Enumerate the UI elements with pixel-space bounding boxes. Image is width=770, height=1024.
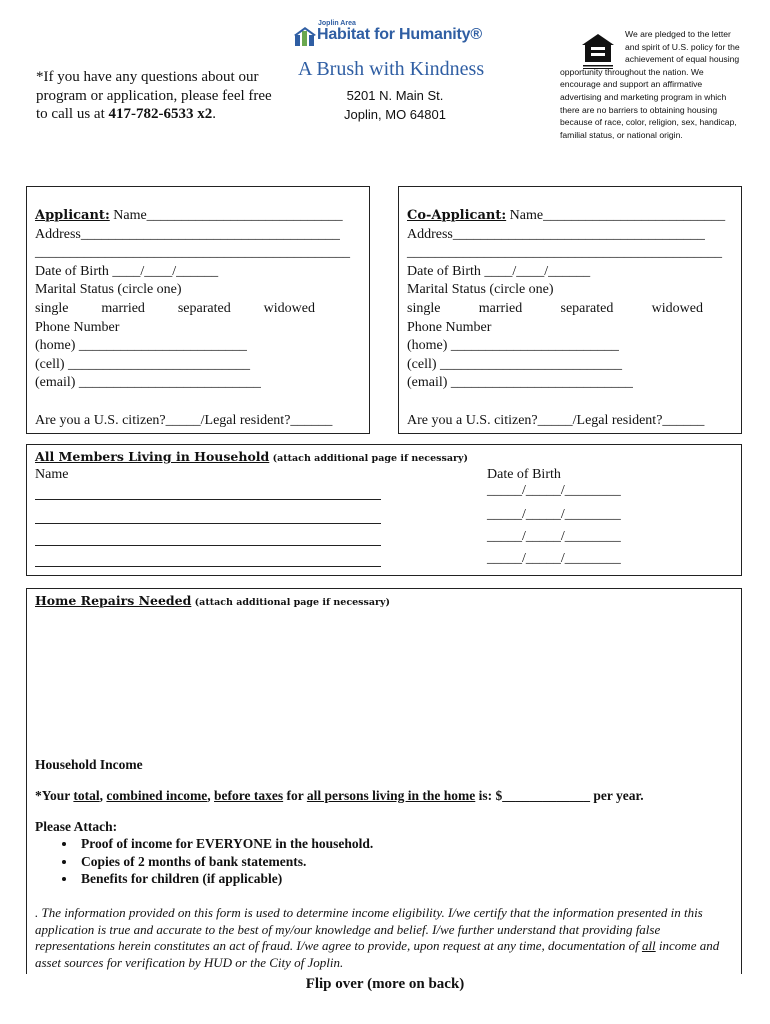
member-name-line[interactable]	[35, 523, 381, 524]
income-heading: Household Income	[35, 757, 143, 772]
income-q-for: for	[283, 788, 307, 803]
coapplicant-citizen-field[interactable]: Are you a U.S. citizen?_____/Legal resident?______	[407, 412, 705, 428]
applicant-address-field[interactable]: Address_____________________________________	[35, 226, 340, 242]
policy-text-indented: We are pledged to the letter and spirit of U.S. policy for the achievement of equal housing	[625, 29, 740, 65]
policy-text: opportunity throughout the nation. We encourage and support an affirmative advertising and marketing program in which there are no barriers to obtaining housing because of race, color, religion, sex, handicap, familial status, or national origin.	[560, 66, 737, 140]
contact-note	[36, 68, 276, 124]
certification-statement	[35, 905, 735, 971]
coapplicant-option-widowed[interactable]: widowed	[651, 300, 703, 316]
coapplicant-option-married[interactable]: married	[478, 300, 523, 316]
applicant-heading: Applicant:	[35, 208, 110, 223]
address-line-1: 5201 N. Main St.	[346, 88, 444, 103]
coapplicant-dob-field[interactable]: Date of Birth ____/____/______	[407, 263, 591, 279]
logo-subtitle: Joplin Area	[318, 20, 356, 27]
coapplicant-heading: Co-Applicant:	[407, 208, 507, 223]
coapplicant-cell-phone-field[interactable]: (cell) __________________________	[407, 356, 623, 372]
income-amount-field[interactable]: is: $_____________ per year.	[475, 788, 644, 803]
members-title-text: All Members Living in Household	[35, 449, 270, 464]
contact-phone: 417-782-6533 x2	[108, 106, 213, 122]
applicant-name-field[interactable]: Name____________________________	[109, 208, 343, 223]
coapplicant-section	[398, 186, 742, 434]
member-dob-field[interactable]: _____/_____/________	[487, 551, 621, 566]
applicant-home-phone-field[interactable]: (home) ________________________	[35, 338, 247, 354]
applicant-option-married[interactable]: married	[101, 300, 145, 316]
income-q-persons: all persons living in the home	[306, 788, 476, 803]
equal-housing-policy	[560, 28, 742, 141]
applicant-option-separated[interactable]: separated	[177, 300, 231, 316]
applicant-citizen-field[interactable]: Are you a U.S. citizen?_____/Legal resident?______	[35, 412, 333, 428]
repairs-title-text: Home Repairs Needed	[35, 593, 192, 608]
certification-all: all	[641, 938, 656, 953]
coapplicant-phone-label: Phone Number	[407, 319, 492, 335]
income-q-total: total	[73, 788, 100, 803]
applicant-option-widowed[interactable]: widowed	[263, 300, 315, 316]
income-q-combined: combined income	[106, 788, 208, 803]
habitat-logo-icon	[294, 26, 316, 46]
income-question	[35, 788, 735, 804]
flip-over-note: Flip over (more on back)	[305, 976, 465, 992]
attach-item: • Proof of income for EVERYONE in the household.	[77, 835, 735, 853]
repairs-title	[35, 593, 390, 608]
members-title-note: (attach additional page if necessary)	[269, 453, 468, 464]
attach-item: • Copies of 2 months of bank statements.	[77, 853, 735, 871]
applicant-address-line-2[interactable]: _____________________________________________	[35, 245, 350, 261]
members-dob-header: Date of Birth	[487, 467, 561, 482]
income-q-sep: ,	[99, 788, 107, 803]
member-name-line[interactable]	[35, 545, 381, 546]
income-q-before-taxes: before taxes	[214, 788, 284, 803]
coapplicant-marital-options	[407, 300, 703, 319]
members-title	[35, 449, 468, 464]
applicant-dob-field[interactable]: Date of Birth ____/____/______	[35, 263, 219, 279]
coapplicant-option-single[interactable]: single	[407, 300, 441, 316]
coapplicant-address-line-2[interactable]: _____________________________________________	[407, 245, 722, 261]
coapplicant-marital-label: Marital Status (circle one)	[407, 282, 554, 298]
contact-note-text: *If you have any questions about our program or application, please feel free to call us at	[36, 69, 272, 122]
home-repairs-section	[26, 588, 742, 974]
coapplicant-address-field[interactable]: Address____________________________________	[407, 226, 705, 242]
coapplicant-home-phone-field[interactable]: (home) ________________________	[407, 338, 619, 354]
attach-heading: Please Attach:	[35, 819, 118, 834]
member-dob-field[interactable]: _____/_____/________	[487, 483, 621, 498]
coapplicant-name-field[interactable]: Name__________________________	[506, 208, 726, 223]
applicant-option-single[interactable]: single	[35, 300, 69, 316]
logo-name: Habitat for Humanity®	[317, 26, 482, 43]
member-name-line[interactable]	[35, 499, 381, 500]
household-members-section	[26, 444, 742, 576]
applicant-email-field[interactable]: (email) __________________________	[35, 375, 261, 391]
household-income	[35, 757, 735, 888]
coapplicant-option-separated[interactable]: separated	[560, 300, 614, 316]
repairs-title-note: (attach additional page if necessary)	[191, 597, 391, 608]
member-dob-field[interactable]: _____/_____/________	[487, 529, 621, 544]
applicant-section	[26, 186, 370, 434]
repairs-description-area[interactable]	[35, 615, 735, 751]
org-address	[325, 86, 465, 124]
certification-text: . The information provided on this form is used to determine income eligibility. I/we certify that the information presented in this application is true and accurate to the best of my/our knowledge and belief. I/we further understand that providing false representations herein constitutes an act of fraud. I/we agree to provide, upon request at any time, documentation of	[35, 905, 703, 953]
applicant-phone-label: Phone Number	[35, 319, 120, 335]
certification-text-end: income and asset sources for verification by HUD or the City of Joplin.	[35, 938, 720, 970]
applicant-cell-phone-field[interactable]: (cell) __________________________	[35, 356, 251, 372]
income-q-prefix: *Your	[35, 788, 74, 803]
applicant-marital-label: Marital Status (circle one)	[35, 282, 182, 298]
attach-list	[77, 835, 735, 888]
address-line-2: Joplin, MO 64801	[344, 107, 446, 122]
income-q-sep: ,	[207, 788, 215, 803]
members-name-header: Name	[35, 467, 69, 482]
contact-note-end: .	[212, 106, 216, 122]
applicant-marital-options	[35, 300, 315, 319]
tagline: A Brush with Kindness	[298, 58, 485, 80]
coapplicant-email-field[interactable]: (email) __________________________	[407, 375, 633, 391]
member-name-line[interactable]	[35, 566, 381, 567]
attach-item: • Benefits for children (if applicable)	[77, 870, 735, 888]
member-dob-field[interactable]: _____/_____/________	[487, 507, 621, 522]
